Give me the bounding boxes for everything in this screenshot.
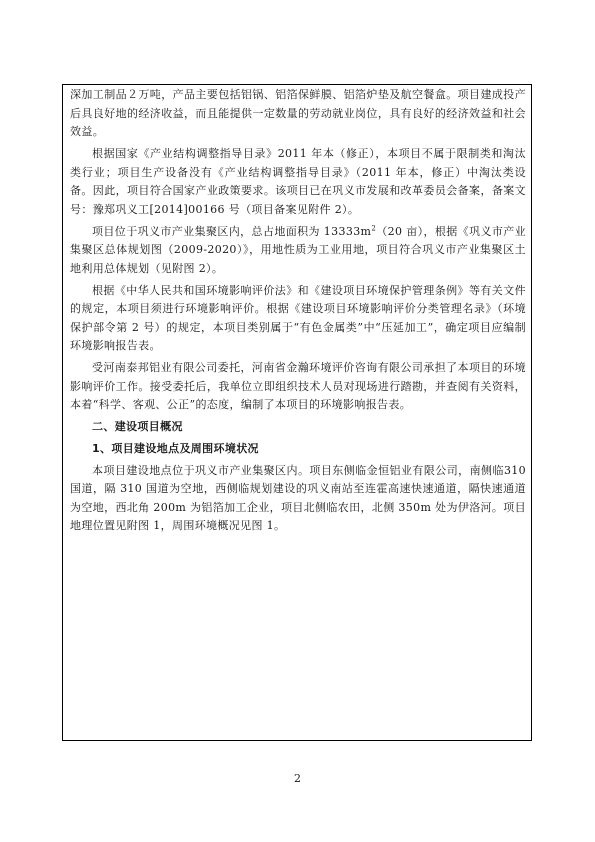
paragraph-location: 本项目建设地点位于巩义市产业集聚区内。项目东侧临金恒铝业有限公司，南侧临310 国道，隔 310 国道为空地，西侧临规划建设的巩义南站至连霍高速快速通道，隔快速通道为空地，西北角 200m 为铝箔加工企业，项目北侧临农田，北侧 350m 处为伊洛河。项目地理位置见附图 1，周围环境概况见图 1。 [70,463,526,533]
land-use-text-before: 项目位于巩义市产业集聚区内，总占地面积为 13333m [92,224,372,238]
paragraph-land-use [70,223,526,279]
paragraph-product-scale: 深加工制品２万吨，产品主要包括铝锅、铝箔保鲜膜、铝箔炉垫及航空餐盒。项目建成投产后具良好地的经济收益，而且能提供一定数量的劳动就业岗位，具有良好的经济效益和社会效益。 [70,88,526,139]
section-heading-project-overview: 二、建设项目概况 [92,420,183,434]
paragraph-eia-requirement: 根据《中华人民共和国环境影响评价法》和《建设项目环境保护管理条例》等有关文件的规定，本项目须进行环境影响评价。根据《建设项目环境影响评价分类管理名录》（环境保护部令第 2 号）的规定，本项目类别属于“有色金属类”中“压延加工”，确定项目应编制环境影响报告表。 [70,283,526,353]
subsection-heading-location: 1、项目建设地点及周围环境状况 [92,441,259,455]
paragraph-commission: 受河南泰邦铝业有限公司委托，河南省金瀚环境评价咨询有限公司承担了本项目的环境影响评价工作。接受委托后，我单位立即组织技术人员对现场进行踏勘，并查阅有关资料，本着“科学、客观、公正”的态度，编制了本项目的环境影响报告表。 [70,361,526,412]
page-content [70,86,526,539]
paragraph-industrial-policy: 根据国家《产业结构调整指导目录》2011 年本（修正），本项目不属于限制类和淘汰类行业；项目生产设备没有《产业结构调整指导目录》（2011 年本，修正）中淘汰类设备。因此，项目符合国家产业政策要求。该项目已在巩义市发展和改革委员会备案，备案文号：豫郑巩义工[2014]00166 号（项目备案见附件 2）。 [70,146,526,216]
page-number: 2 [294,772,301,785]
area-superscript: 2 [371,223,377,232]
land-use-text-after: （20 亩），根据《巩义市产业集聚区总体规划图（2009-2020）》，用地性质为工业用地，项目符合巩义市产业集聚区土地利用总体规划（见附图 2）。 [70,224,526,275]
